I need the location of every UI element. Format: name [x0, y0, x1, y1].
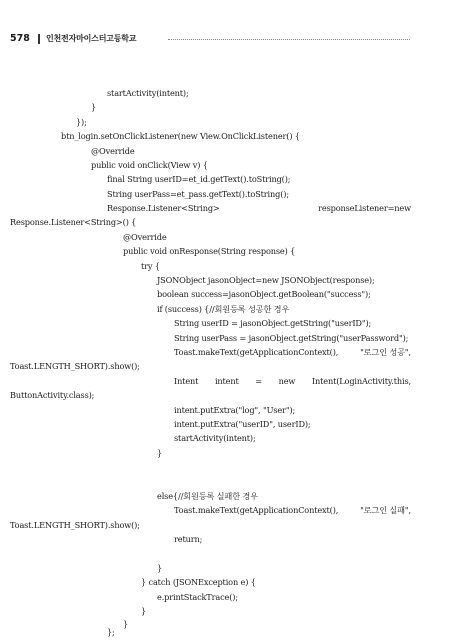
code-token: "로그인 실패", — [360, 505, 411, 515]
code-line: startActivity(intent); — [107, 88, 189, 98]
code-token: Toast.makeText(getApplicationContext(), — [174, 347, 339, 357]
code-line: }); — [76, 117, 87, 127]
code-token: Toast.makeText(getApplicationContext(), — [174, 505, 339, 515]
code-line: startActivity(intent); — [174, 433, 256, 443]
code-line: public void onResponse(String response) { — [123, 246, 296, 256]
code-line: boolean success=jasonObject.getBoolean("success"); — [157, 289, 371, 299]
code-line: else{//회원등록 실패한 경우 — [157, 491, 258, 501]
header-title: 인천전자마이스터고등학교 — [46, 34, 137, 43]
code-line: Toast.LENGTH_SHORT).show(); — [10, 520, 140, 530]
code-line: String userPass=et_pass.getText().toString(); — [107, 189, 289, 199]
code-line: } — [91, 102, 97, 112]
code-line: intent.putExtra("log", "User"); — [174, 405, 296, 415]
code-line: Toast.LENGTH_SHORT).show(); — [10, 361, 140, 371]
code-line: } catch (JSONException e) { — [141, 577, 256, 587]
code-line: e.printStackTrace(); — [157, 592, 238, 602]
code-line: } — [157, 563, 163, 573]
code-line — [174, 504, 411, 516]
page-number: 578 — [10, 33, 30, 44]
code-line: String userID = jasonObject.getString("userID"); — [174, 318, 372, 328]
code-line: Response.Listener<String>() { — [10, 217, 137, 227]
code-line: } — [141, 606, 147, 616]
code-token: Intent — [174, 376, 199, 386]
code-token: intent — [214, 376, 239, 386]
code-line — [174, 375, 411, 387]
code-line: } — [157, 448, 163, 458]
code-line: }; — [107, 627, 115, 637]
code-line — [107, 202, 411, 214]
code-line: JSONObject jasonObject=new JSONObject(response); — [157, 275, 375, 285]
code-line: if (success) {//회원등록 성공한 경우 — [157, 304, 290, 314]
code-line — [174, 346, 411, 358]
code-line: btn_login.setOnClickListener(new View.OnClickListener() { — [61, 131, 300, 141]
code-token: new — [278, 376, 296, 386]
code-line: try { — [141, 261, 160, 271]
code-token: "로그인 성공", — [360, 347, 411, 357]
code-token: Response.Listener<String> — [107, 203, 220, 213]
code-line: return; — [174, 534, 203, 544]
code-line: @Override — [91, 146, 135, 156]
code-line: intent.putExtra("userID", userID); — [174, 419, 311, 429]
code-line: } — [123, 619, 129, 629]
code-line: ButtonActivity.class); — [10, 390, 95, 400]
code-line: @Override — [123, 232, 167, 242]
code-line: String userPass = jasonObject.getString("userPassword"); — [174, 333, 409, 343]
code-line: public void onClick(View v) { — [91, 160, 208, 170]
code-token: Intent(LoginActivity.this, — [311, 376, 411, 386]
code-token: = — [255, 376, 262, 386]
code-token: responseListener=new — [318, 203, 411, 213]
code-line: final String userID=et_id.getText().toString(); — [107, 174, 291, 184]
